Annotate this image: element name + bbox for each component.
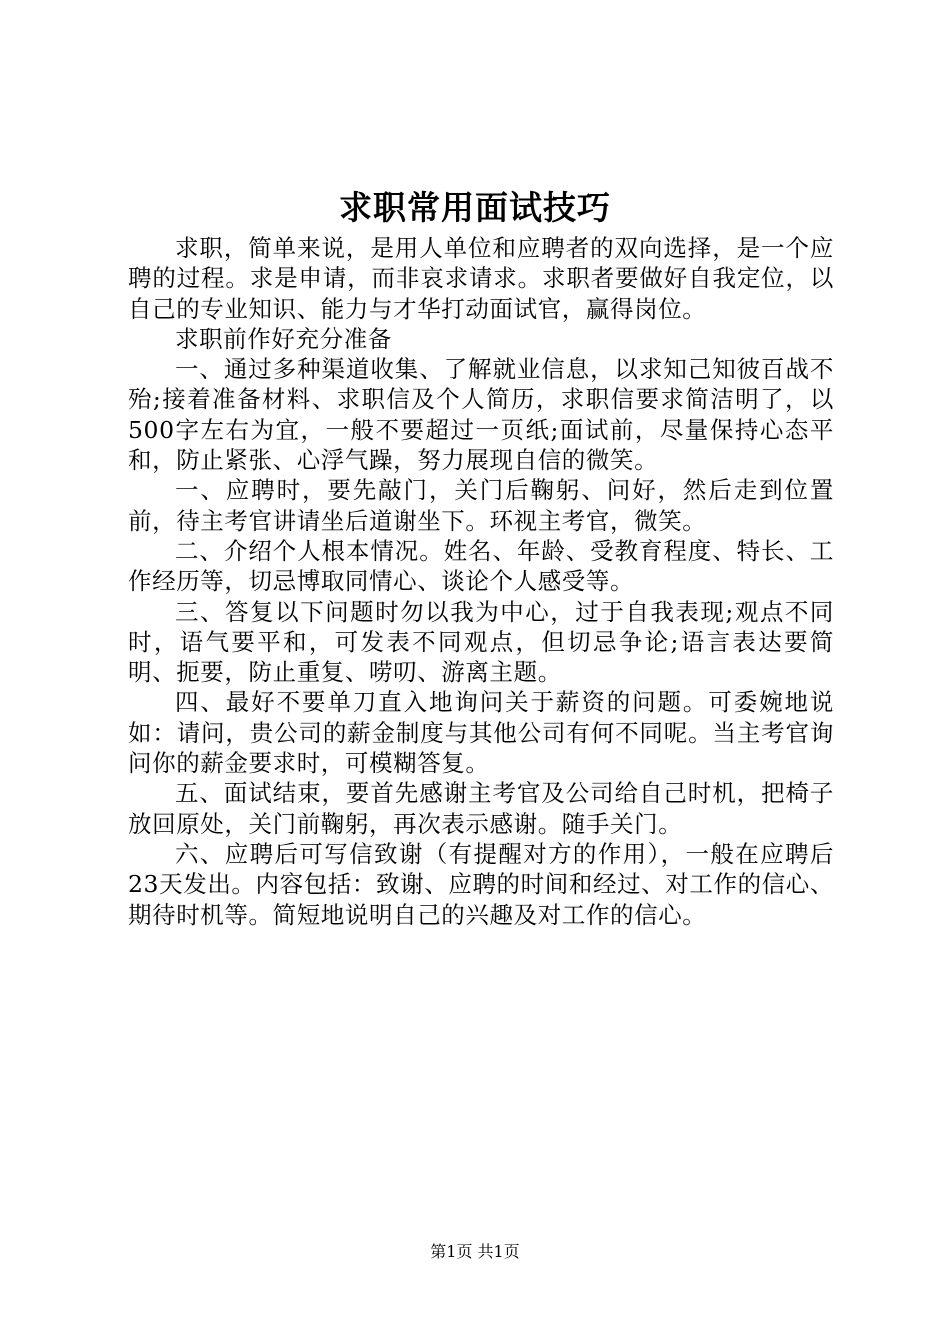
paragraph-tip-arrival: 一、应聘时，要先敲门，关门后鞠躬、问好，然后走到位置前，待主考官讲请坐后道谢坐下。环视主考官，微笑。	[128, 476, 834, 535]
paragraph-tip-answering: 三、答复以下问题时勿以我为中心，过于自我表现;观点不同时，语气要平和，可发表不同观点，但切忌争论;语言表达要简明、扼要，防止重复、唠叨、游离主题。	[128, 597, 834, 687]
paragraph-preparation: 一、通过多种渠道收集、了解就业信息，以求知己知彼百战不殆;接着准备材料、求职信及个人简历，求职信要求简洁明了，以500字左右为宜，一般不要超过一页纸;面试前，尽量保持心态平和，防止紧张、心浮气躁，努力展现自信的微笑。	[128, 355, 834, 475]
paragraph-intro: 求职，简单来说，是用人单位和应聘者的双向选择，是一个应聘的过程。求是申请，而非哀求请求。求职者要做好自我定位，以自己的专业知识、能力与才华打动面试官，赢得岗位。	[128, 234, 834, 323]
paragraph-tip-followup: 六、应聘后可写信致谢（有提醒对方的作用），一般在应聘后23天发出。内容包括：致谢、应聘的时间和经过、对工作的信心、期待时机等。简短地说明自己的兴趣及对工作的信心。	[128, 839, 834, 929]
paragraph-tip-ending: 五、面试结束，要首先感谢主考官及公司给自己时机，把椅子放回原处，关门前鞠躬，再次表示感谢。随手关门。	[128, 779, 834, 838]
paragraph-tip-salary: 四、最好不要单刀直入地询问关于薪资的问题。可委婉地说如：请问，贵公司的薪金制度与其他公司有何不同呢。当主考官询问你的薪金要求时，可模糊答复。	[128, 688, 834, 778]
page-footer: 第1页 共1页	[430, 1242, 520, 1261]
paragraph-tip-introduction: 二、介绍个人根本情况。姓名、年龄、受教育程度、特长、工作经历等，切忌博取同情心、谈论个人感受等。	[128, 536, 834, 596]
paragraph-section-heading: 求职前作好充分准备	[175, 324, 392, 353]
document-title: 求职常用面试技巧	[339, 188, 611, 227]
document-body	[128, 233, 834, 930]
